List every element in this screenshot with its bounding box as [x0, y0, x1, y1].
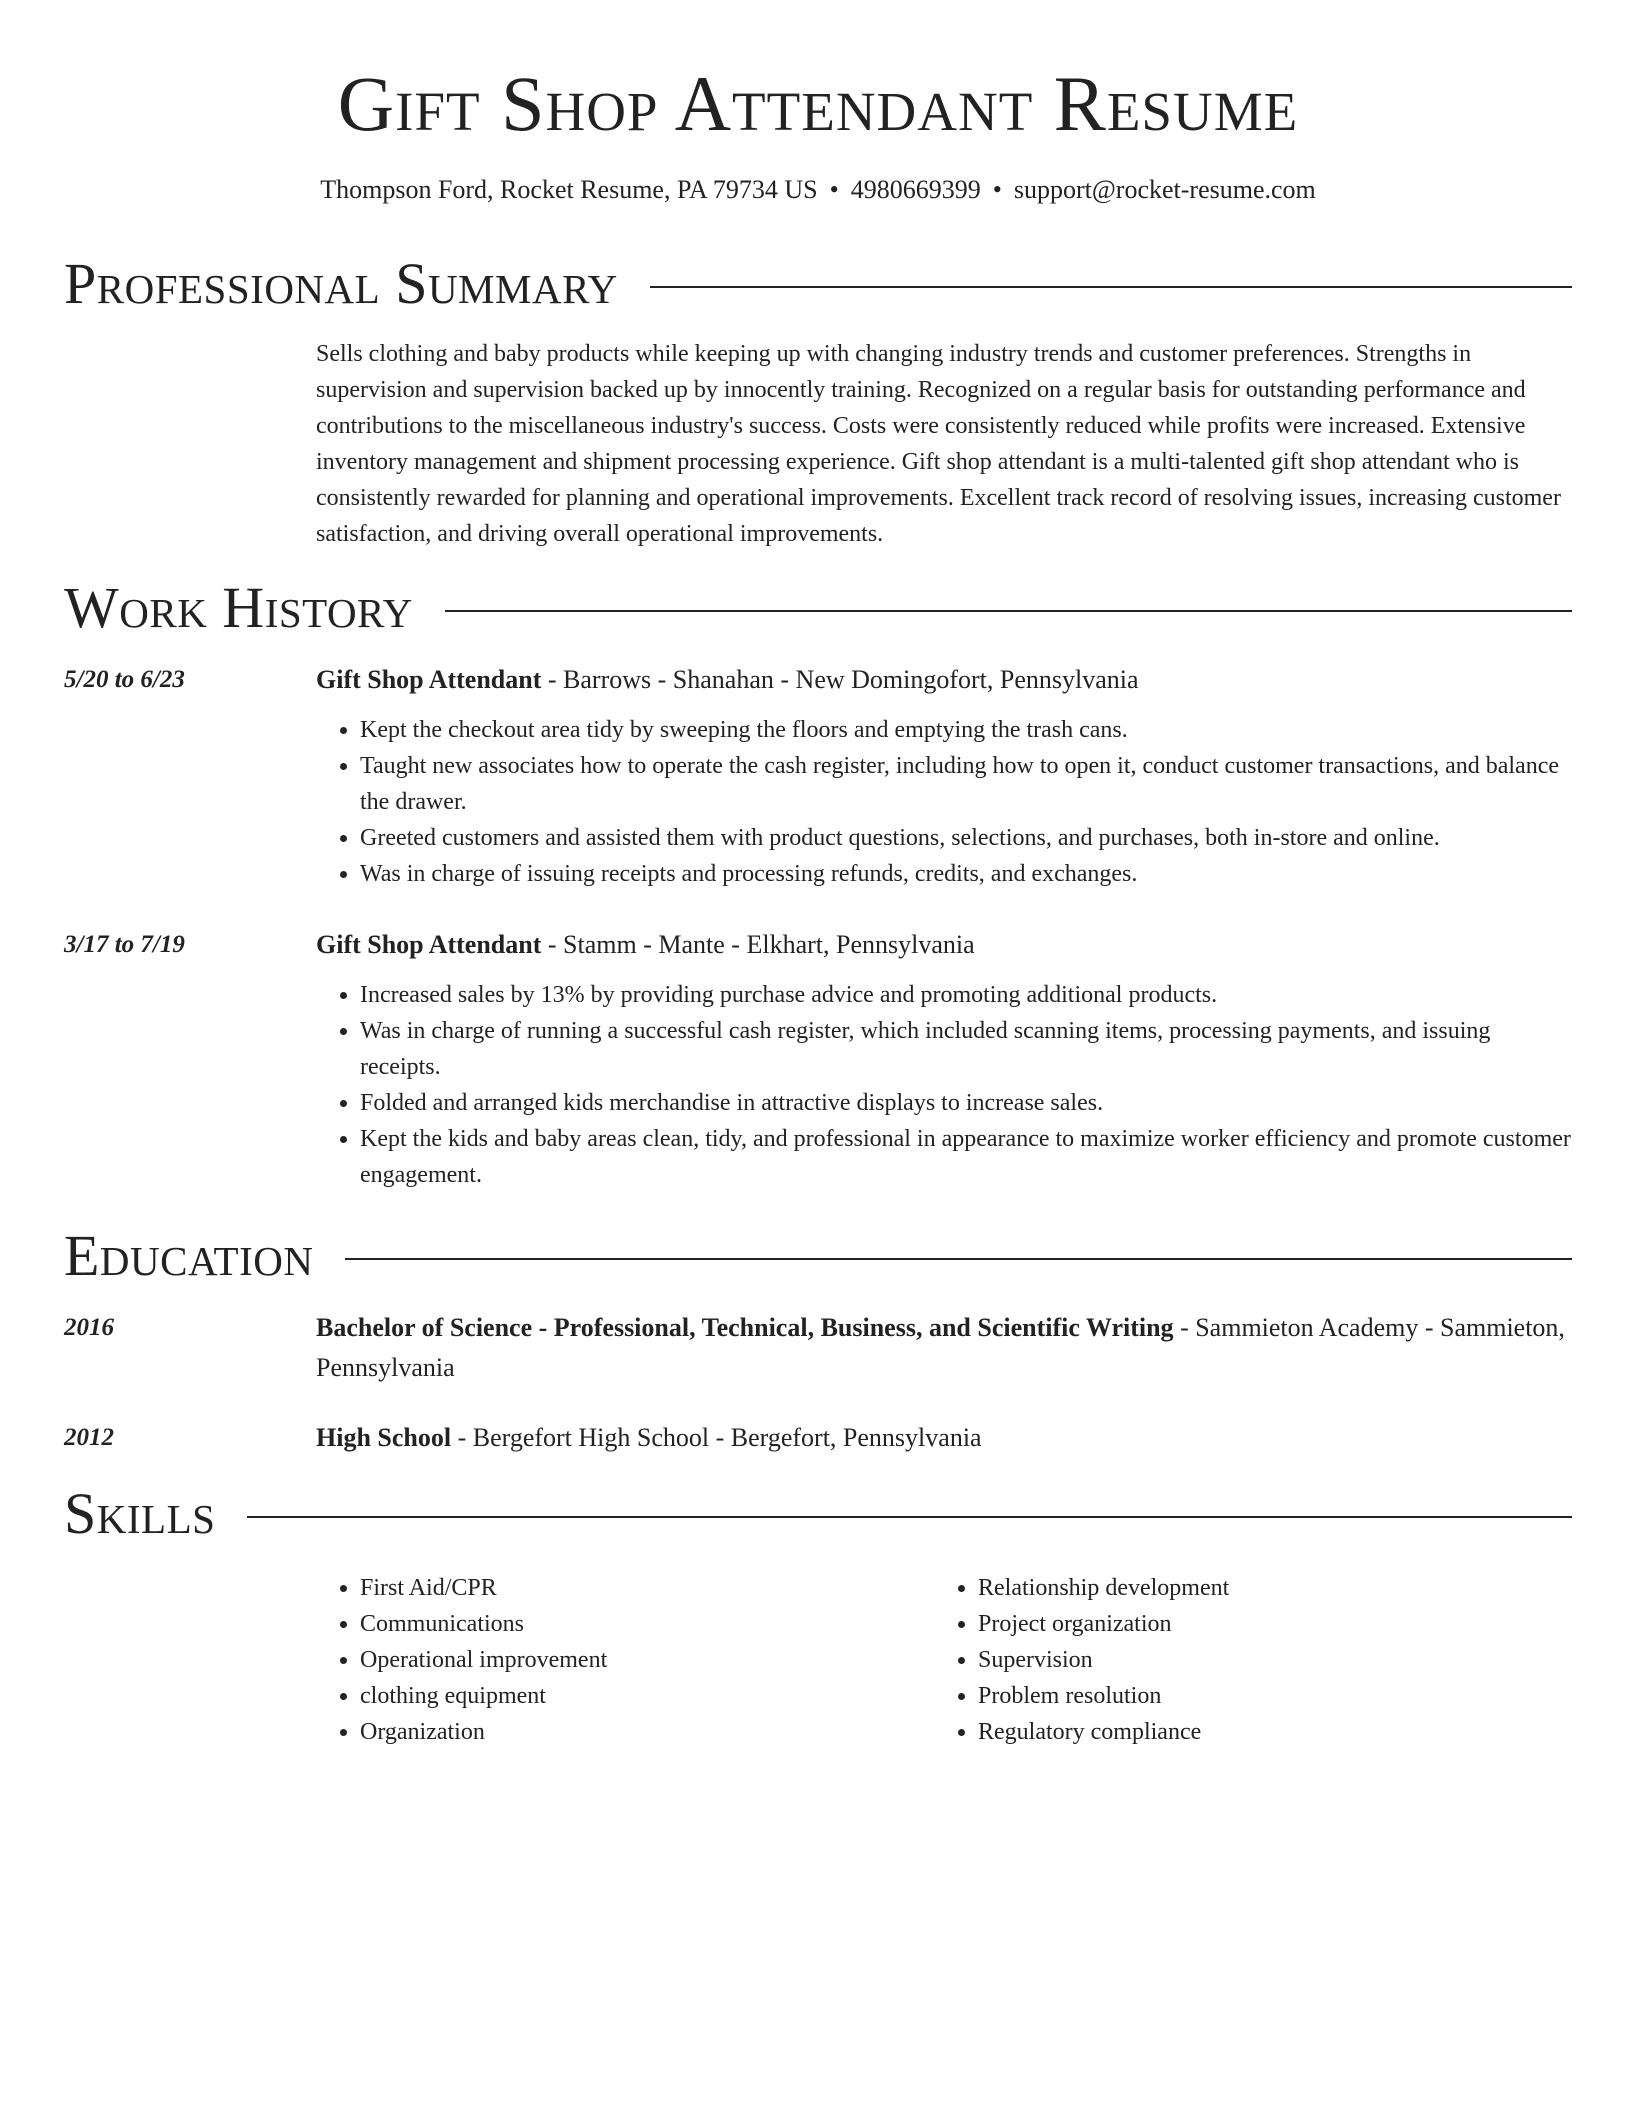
skill-item: • Project organization: [978, 1606, 1552, 1642]
skills-list: [316, 1570, 1572, 1750]
education-school: - Bergefort High School - Bergefort, Pennsylvania: [451, 1423, 982, 1452]
skill-item: • Regulatory compliance: [978, 1714, 1552, 1750]
education-degree: Bachelor of Science - Professional, Technical, Business, and Scientific Writing: [316, 1313, 1174, 1342]
list-item: • Taught new associates how to operate the cash register, including how to open it, conduct customer transactions, and balance the drawer.: [360, 748, 1572, 820]
contact-separator: •: [829, 175, 839, 204]
work-dates: 3/17 to 7/19: [64, 931, 185, 958]
section-title-summary: Professional Summary: [64, 251, 618, 316]
contact-line: [64, 174, 1572, 206]
section-rule: [650, 286, 1572, 288]
education-year: 2016: [64, 1314, 114, 1341]
skill-item: • Relationship development: [978, 1570, 1552, 1606]
education-school: - Sammieton Academy - Sammieton, Pennsylvania: [316, 1313, 1565, 1382]
section-header-work-history: [64, 576, 1572, 640]
section-title-education: Education: [64, 1223, 314, 1288]
list-item: • Was in charge of issuing receipts and processing refunds, credits, and exchanges.: [360, 856, 1572, 892]
section-header-skills: [64, 1482, 1572, 1546]
education-entry: [64, 1308, 1572, 1388]
skills-column-left: [316, 1570, 934, 1750]
skill-item: • First Aid/CPR: [360, 1570, 934, 1606]
section-rule: [445, 610, 1572, 612]
summary-text: Sells clothing and baby products while keeping up with changing industry trends and customer preferences. Strengths in supervision and supervision backed up by innocently training. Recognized on a regular basis for outstanding performance and contributions to the miscellaneous industry's success. Costs were consistently reduced while profits were increased. Extensive inventory management and shipment processing experience. Gift shop attendant is a multi-talented gift shop attendant who is consistently rewarded for planning and operational improvements. Excellent track record of resolving issues, increasing customer satisfaction, and driving overall operational improvements.: [316, 341, 1561, 547]
skill-item: • Supervision: [978, 1642, 1552, 1678]
section-header-education: [64, 1224, 1572, 1288]
education-entry: [64, 1418, 1572, 1458]
resume-title: Gift Shop Attendant Resume: [337, 60, 1299, 147]
section-rule: [247, 1516, 1572, 1518]
section-header-summary: [64, 252, 1572, 316]
section-rule: [345, 1258, 1572, 1260]
contact-separator: •: [992, 175, 1002, 204]
education-heading: [316, 1418, 1572, 1458]
list-item: • Was in charge of running a successful cash register, which included scanning items, processing payments, and issuing receipts.: [360, 1013, 1572, 1085]
work-entry: [64, 925, 1572, 1193]
skill-item: • Organization: [360, 1714, 934, 1750]
work-heading: [316, 660, 1572, 700]
work-entry: [64, 660, 1572, 892]
list-item: • Increased sales by 13% by providing purchase advice and promoting additional products.: [360, 977, 1572, 1013]
work-heading: [316, 925, 1572, 965]
education-degree: High School: [316, 1423, 452, 1452]
work-role: Gift Shop Attendant: [316, 665, 542, 694]
skills-column-right: [934, 1570, 1552, 1750]
work-dates: 5/20 to 6/23: [64, 666, 185, 693]
section-title-work-history: Work History: [64, 575, 413, 640]
contact-phone: 4980669399: [850, 175, 981, 204]
work-employer: - Barrows - Shanahan - New Domingofort, Pennsylvania: [541, 665, 1139, 694]
skill-item: • clothing equipment: [360, 1678, 934, 1714]
work-role: Gift Shop Attendant: [316, 930, 542, 959]
skill-item: • Operational improvement: [360, 1642, 934, 1678]
contact-email: support@rocket-resume.com: [1013, 175, 1316, 204]
skill-item: • Problem resolution: [978, 1678, 1552, 1714]
work-bullets: [316, 712, 1572, 892]
section-title-skills: Skills: [64, 1481, 216, 1546]
list-item: • Kept the checkout area tidy by sweeping the floors and emptying the trash cans.: [360, 712, 1572, 748]
list-item: • Greeted customers and assisted them with product questions, selections, and purchases, both in-store and online.: [360, 820, 1572, 856]
list-item: • Folded and arranged kids merchandise in attractive displays to increase sales.: [360, 1085, 1572, 1121]
skill-item: • Communications: [360, 1606, 934, 1642]
work-bullets: [316, 977, 1572, 1193]
work-employer: - Stamm - Mante - Elkhart, Pennsylvania: [541, 930, 975, 959]
list-item: • Kept the kids and baby areas clean, tidy, and professional in appearance to maximize worker efficiency and promote customer engagement.: [360, 1121, 1572, 1193]
resume-page: [64, 0, 1572, 1745]
education-year: 2012: [64, 1424, 114, 1451]
education-heading: [316, 1308, 1572, 1388]
contact-address: Thompson Ford, Rocket Resume, PA 79734 US: [320, 175, 818, 204]
